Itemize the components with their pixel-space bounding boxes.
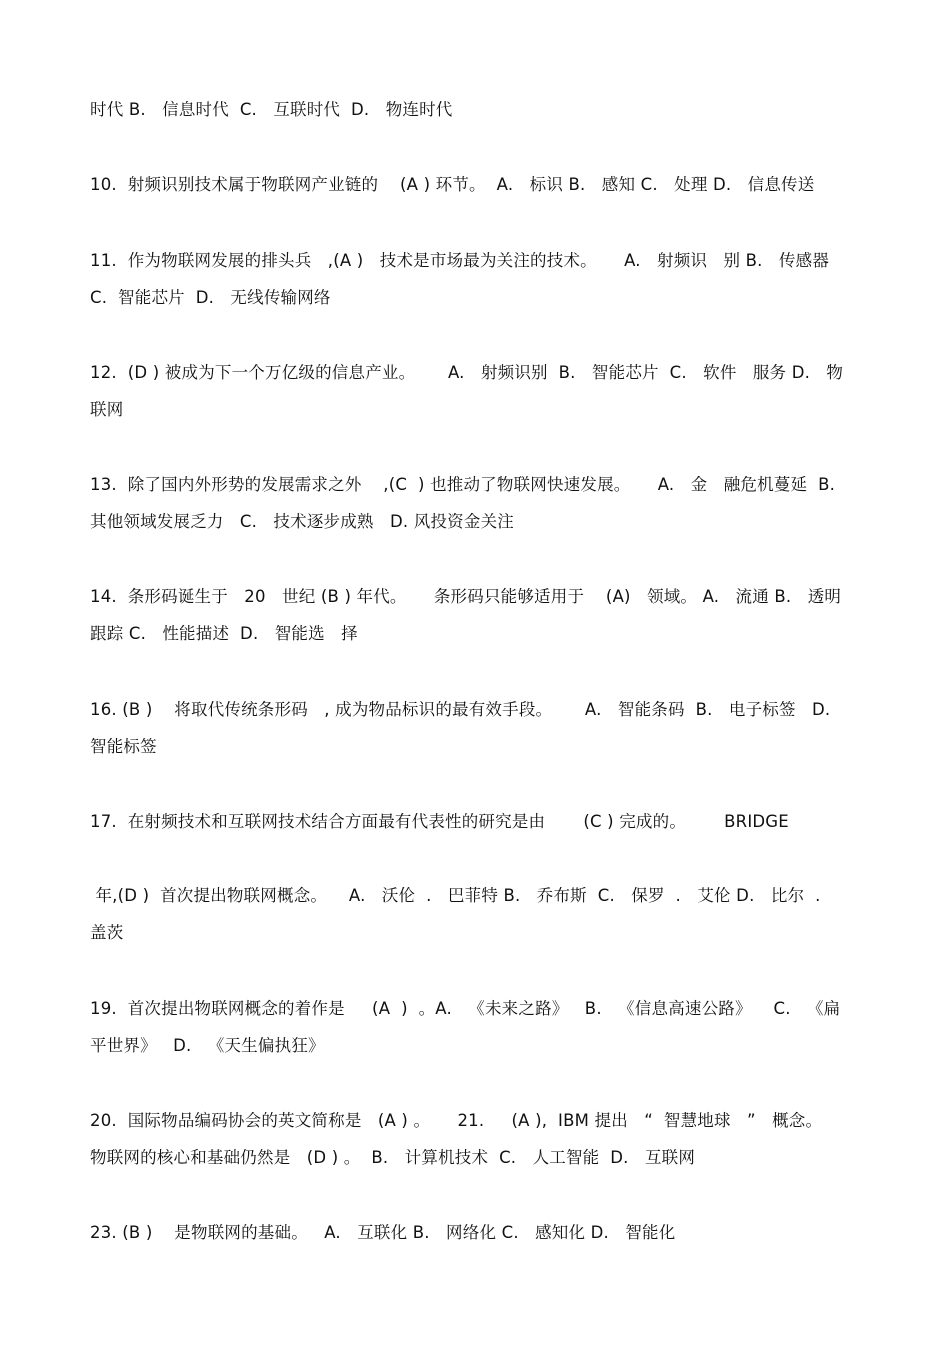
text-line: 11. 作为物联网发展的排头兵 ,(A ) 技术是市场最为关注的技术。 A. 射频识 别 B. 传感器 <box>90 251 830 270</box>
text-line: 年,(D ) 首次提出物联网概念。 A. 沃伦 . 巴菲特 B. 乔布斯 C. 保罗 . 艾伦 D. 比尔 . <box>90 886 821 905</box>
text-line: 平世界》 D. 《天生偏执狂》 <box>90 1036 325 1055</box>
text-line: 时代 B. 信息时代 C. 互联时代 D. 物连时代 <box>90 100 453 119</box>
text-line: 10. 射频识别技术属于物联网产业链的 (A ) 环节。 A. 标识 B. 感知 C. 处理 D. 信息传送 <box>90 175 815 194</box>
text-line: 13. 除了国内外形势的发展需求之外 ,(C ) 也推动了物联网快速发展。 A. 金 融危机蔓延 B. <box>90 475 836 494</box>
text-line: 19. 首次提出物联网概念的着作是 (A ) 。A. 《未来之路》 B. 《信息高速公路》 C. 《扁 <box>90 999 841 1018</box>
text-line: 20. 国际物品编码协会的英文简称是 (A ) 。 21. (A ), IBM 提出 “ 智慧地球 ” 概念。 <box>90 1111 823 1130</box>
text-line: 智能标签 <box>90 737 157 756</box>
text-line: 其他领域发展乏力 C. 技术逐步成熟 D. 风投资金关注 <box>90 512 514 531</box>
text-line: C. 智能芯片 D. 无线传输网络 <box>90 288 331 307</box>
text-line: 17. 在射频技术和互联网技术结合方面最有代表性的研究是由 (C ) 完成的。 BRIDGE <box>90 812 789 831</box>
text-line: 跟踪 C. 性能描述 D. 智能选 择 <box>90 624 358 643</box>
text-line: 16. (B ) 将取代传统条形码 , 成为物品标识的最有效手段。 A. 智能条码 B. 电子标签 D. <box>90 700 831 719</box>
text-line: 盖茨 <box>90 923 124 942</box>
text-line: 12. (D ) 被成为下一个万亿级的信息产业。 A. 射频识别 B. 智能芯片 C. 软件 服务 D. 物 <box>90 363 844 382</box>
text-line: 物联网的核心和基础仍然是 (D ) 。 B. 计算机技术 C. 人工智能 D. 互联网 <box>90 1148 696 1167</box>
text-line: 23. (B ) 是物联网的基础。 A. 互联化 B. 网络化 C. 感知化 D. 智能化 <box>90 1223 676 1242</box>
text-line: 联网 <box>90 400 124 419</box>
text-line: 14. 条形码诞生于 20 世纪 (B ) 年代。 条形码只能够适用于 (A) 领域。 A. 流通 B. 透明 <box>90 587 842 606</box>
